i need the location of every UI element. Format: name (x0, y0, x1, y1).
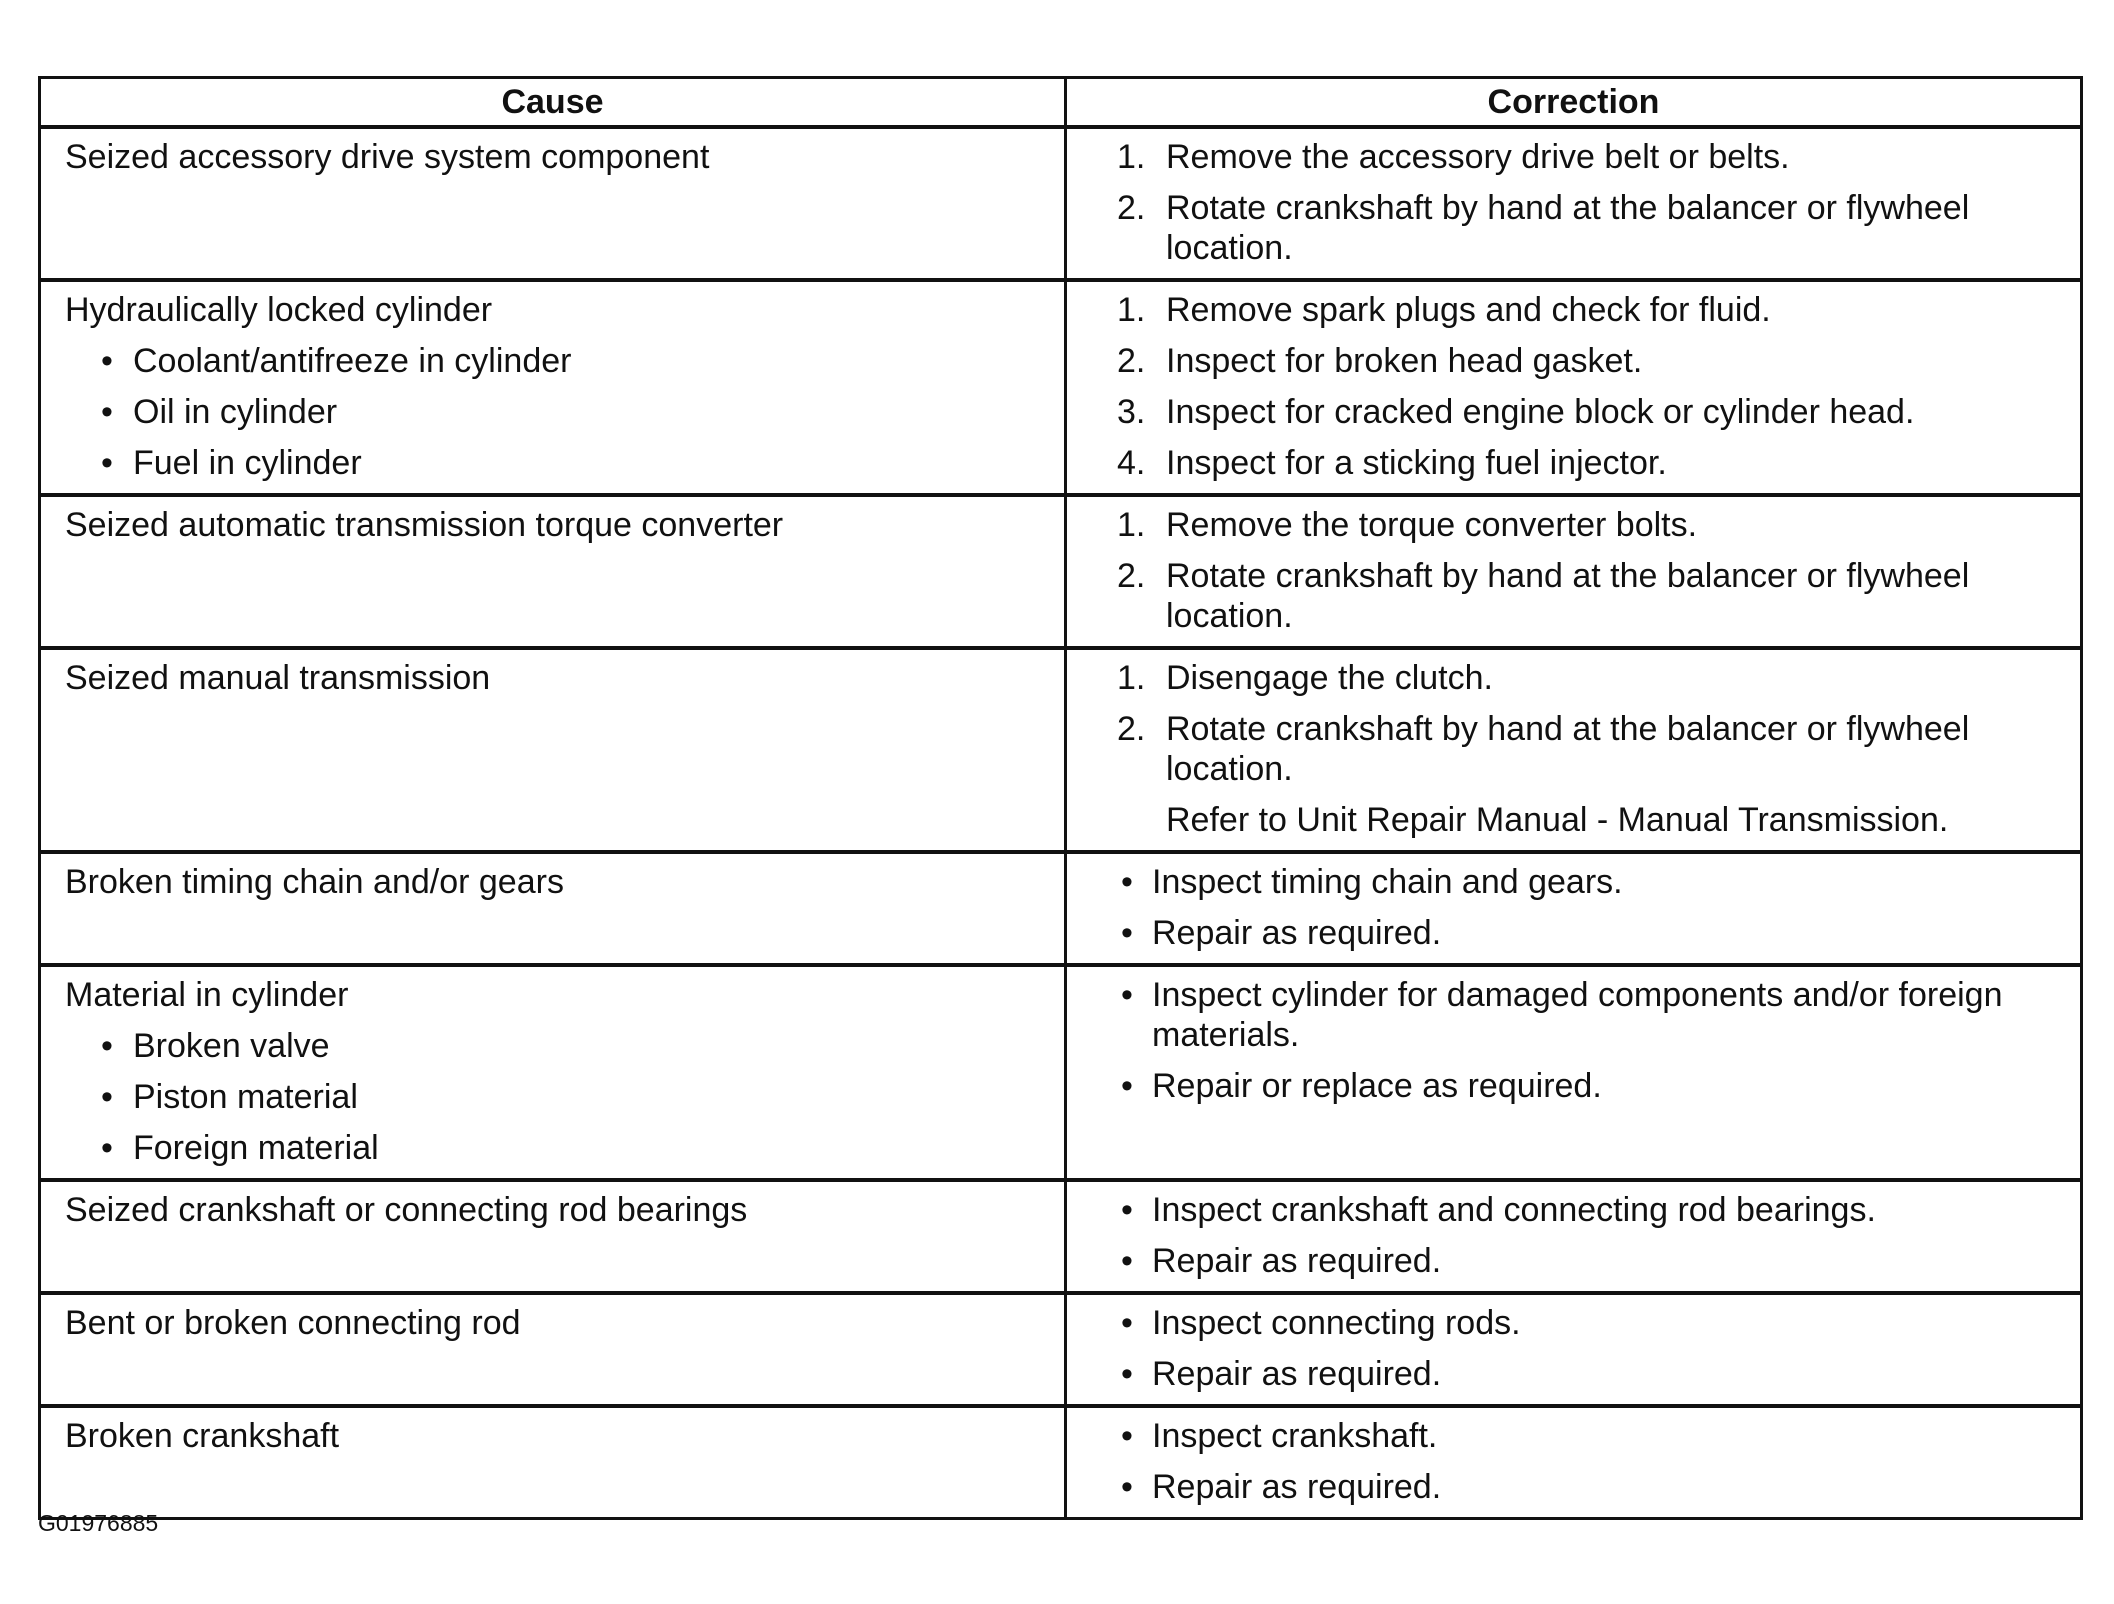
table-row (40, 852, 2082, 965)
correction-step (1067, 556, 2080, 636)
correction-cell (1066, 648, 2082, 852)
cause-text: Bent or broken connecting rod (65, 1304, 521, 1342)
table-header-row (40, 78, 2082, 128)
correction-cell (1066, 280, 2082, 495)
correction-bullets (1067, 1190, 2080, 1281)
cause-sub-item: • Broken valve (65, 1026, 1064, 1066)
cause-cell (40, 1293, 1066, 1406)
correction-cell (1066, 495, 2082, 648)
correction-cell (1066, 127, 2082, 280)
cause-cell (40, 965, 1066, 1180)
step-text: Rotate crankshaft by hand at the balancer or flywheel location. (1166, 710, 1970, 788)
step-text: Rotate crankshaft by hand at the balancer or flywheel location. (1166, 189, 1970, 267)
step-number: 2. (1117, 557, 1146, 595)
table-row (40, 495, 2082, 648)
correction-step (1067, 658, 2080, 698)
table-row (40, 1293, 2082, 1406)
correction-step (1067, 137, 2080, 177)
cause-column-header: Cause (40, 78, 1066, 128)
cause-text: Seized crankshaft or connecting rod bearings (65, 1191, 748, 1229)
correction-step (1067, 443, 2080, 483)
step-text: Remove the accessory drive belt or belts. (1166, 138, 1790, 176)
correction-bullet: • Repair as required. (1067, 913, 2080, 953)
correction-cell (1066, 1180, 2082, 1293)
table-row (40, 965, 2082, 1180)
correction-steps (1067, 658, 2080, 789)
correction-bullet: • Repair as required. (1067, 1354, 2080, 1394)
step-number: 2. (1117, 342, 1146, 380)
cause-cell (40, 280, 1066, 495)
correction-bullet: • Repair as required. (1067, 1467, 2080, 1507)
cause-cell (40, 127, 1066, 280)
correction-step (1067, 188, 2080, 268)
correction-step (1067, 392, 2080, 432)
correction-bullet: • Inspect timing chain and gears. (1067, 862, 2080, 902)
correction-bullet: • Repair or replace as required. (1067, 1066, 2080, 1106)
correction-bullet: • Inspect cylinder for damaged components and/or foreign materials. (1067, 975, 2080, 1055)
step-text: Rotate crankshaft by hand at the balancer or flywheel location. (1166, 557, 1970, 635)
cause-cell (40, 1180, 1066, 1293)
step-text: Inspect for broken head gasket. (1166, 342, 1643, 380)
step-number: 2. (1117, 189, 1146, 227)
step-number: 1. (1117, 138, 1146, 176)
reference-note: Refer to Unit Repair Manual - Manual Transmission. (1166, 801, 1949, 839)
correction-cell (1066, 852, 2082, 965)
step-number: 1. (1117, 291, 1146, 329)
correction-bullets (1067, 975, 2080, 1106)
cause-text: Broken timing chain and/or gears (65, 863, 564, 901)
cause-cell (40, 1406, 1066, 1519)
correction-cell (1066, 1293, 2082, 1406)
figure-id: G01976885 (38, 1510, 159, 1536)
correction-step (1067, 341, 2080, 381)
correction-bullets (1067, 862, 2080, 953)
cause-sub-list (65, 341, 1064, 483)
correction-bullet: • Repair as required. (1067, 1241, 2080, 1281)
correction-step (1067, 290, 2080, 330)
cause-sub-list (65, 1026, 1064, 1168)
correction-bullets (1067, 1416, 2080, 1507)
correction-steps (1067, 290, 2080, 483)
step-number: 1. (1117, 506, 1146, 544)
step-number: 1. (1117, 659, 1146, 697)
cause-text: Seized manual transmission (65, 659, 491, 697)
diagnosis-table (38, 76, 2083, 1520)
correction-column-header: Correction (1066, 78, 2082, 128)
correction-bullet: • Inspect crankshaft. (1067, 1416, 2080, 1456)
table-row (40, 1180, 2082, 1293)
cause-sub-item: • Foreign material (65, 1128, 1064, 1168)
correction-bullet: • Inspect crankshaft and connecting rod bearings. (1067, 1190, 2080, 1230)
correction-steps (1067, 137, 2080, 268)
step-text: Inspect for cracked engine block or cylinder head. (1166, 393, 1915, 431)
cause-cell (40, 648, 1066, 852)
table-row (40, 648, 2082, 852)
table-row (40, 280, 2082, 495)
correction-cell (1066, 1406, 2082, 1519)
step-text: Remove the torque converter bolts. (1166, 506, 1698, 544)
cause-cell (40, 495, 1066, 648)
correction-cell (1066, 965, 2082, 1180)
cause-text: Broken crankshaft (65, 1417, 340, 1455)
cause-sub-item: • Fuel in cylinder (65, 443, 1064, 483)
correction-step (1067, 505, 2080, 545)
step-text: Remove spark plugs and check for fluid. (1166, 291, 1771, 329)
cause-cell (40, 852, 1066, 965)
step-text: Disengage the clutch. (1166, 659, 1493, 697)
cause-sub-item: • Piston material (65, 1077, 1064, 1117)
table-row (40, 1406, 2082, 1519)
correction-bullets (1067, 1303, 2080, 1394)
step-number: 3. (1117, 393, 1146, 431)
cause-text: Seized accessory drive system component (65, 138, 710, 176)
correction-step (1067, 709, 2080, 789)
table-row (40, 127, 2082, 280)
step-number: 2. (1117, 710, 1146, 748)
cause-text: Seized automatic transmission torque converter (65, 506, 784, 544)
cause-text: Hydraulically locked cylinder (65, 291, 493, 329)
cause-sub-item: • Oil in cylinder (65, 392, 1064, 432)
cause-sub-item: • Coolant/antifreeze in cylinder (65, 341, 1064, 381)
cause-text: Material in cylinder (65, 976, 349, 1014)
step-text: Inspect for a sticking fuel injector. (1166, 444, 1667, 482)
correction-steps (1067, 505, 2080, 636)
table-body (40, 127, 2082, 1519)
correction-bullet: • Inspect connecting rods. (1067, 1303, 2080, 1343)
step-number: 4. (1117, 444, 1146, 482)
